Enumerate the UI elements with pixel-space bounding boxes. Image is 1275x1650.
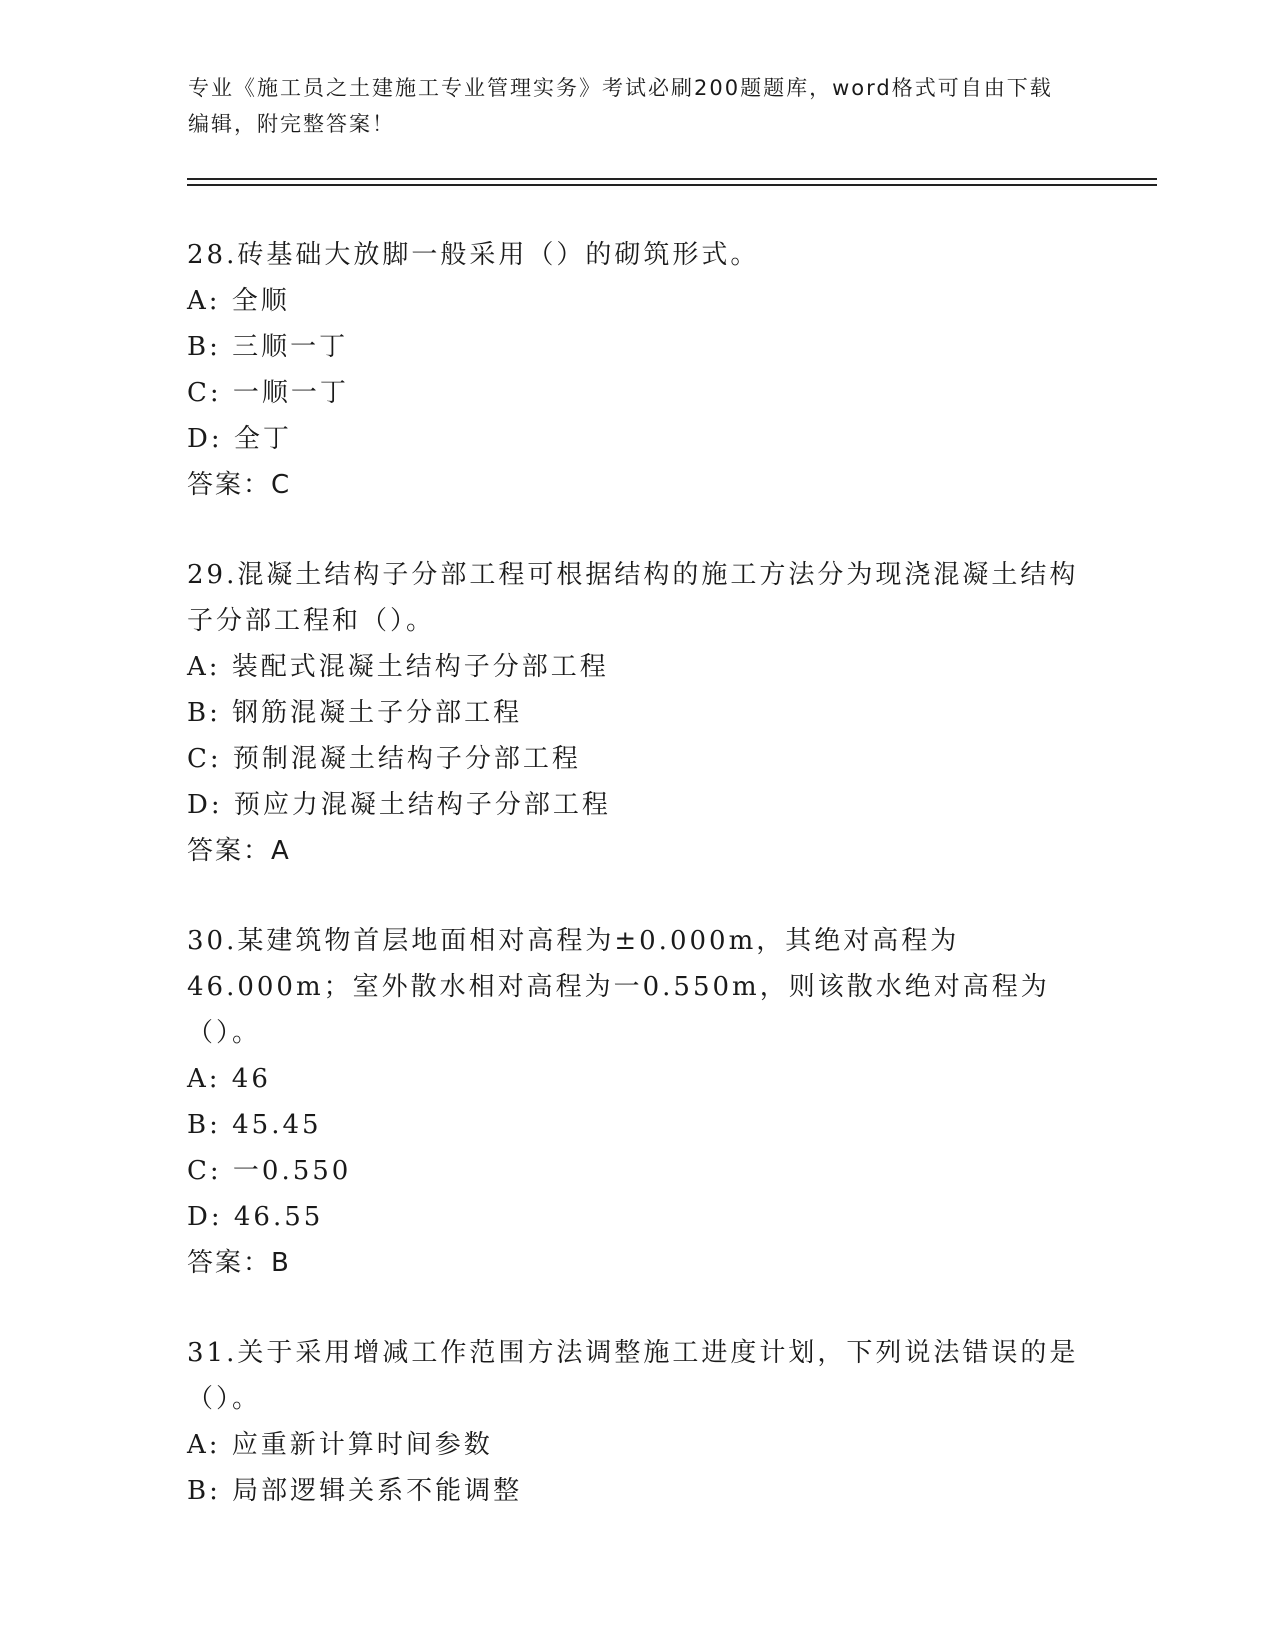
question-stem: 30.某建筑物首层地面相对高程为±0.000m，其绝对高程为46.000m；室外散水相对高程为一0.550m，则该散水绝对高程为（）。 (187, 926, 1050, 1048)
document-header: 专业《施工员之土建施工专业管理实务》考试必刷200题题库，word格式可自由下载编辑，附完整答案！ (188, 76, 1053, 136)
option-d: D: 预应力混凝土结构子分部工程 (187, 790, 611, 820)
option-b: B: 钢筋混凝土子分部工程 (187, 698, 523, 728)
option-b: B: 局部逻辑关系不能调整 (187, 1476, 523, 1506)
answer-text: 答案：C (187, 470, 292, 500)
question-stem: 28.砖基础大放脚一般采用（）的砌筑形式。 (187, 240, 760, 270)
option-b: B: 三顺一丁 (187, 332, 349, 362)
option-c: C: 一0.550 (187, 1156, 352, 1186)
question-28 (187, 232, 1087, 508)
answer-text: 答案：A (187, 836, 291, 866)
question-stem: 31.关于采用增减工作范围方法调整施工进度计划，下列说法错误的是（）。 (187, 1338, 1079, 1414)
option-a: A: 应重新计算时间参数 (187, 1430, 493, 1460)
option-a: A: 装配式混凝土结构子分部工程 (187, 652, 609, 682)
question-list (187, 232, 1087, 1558)
option-d: D: 全丁 (187, 424, 292, 454)
question-30 (187, 918, 1087, 1286)
question-31 (187, 1330, 1087, 1514)
header-divider (187, 178, 1157, 186)
option-b: B: 45.45 (187, 1110, 322, 1140)
question-29 (187, 552, 1087, 874)
option-c: C: 预制混凝土结构子分部工程 (187, 744, 581, 774)
option-a: A: 全顺 (187, 286, 290, 316)
answer-text: 答案：B (187, 1248, 291, 1278)
option-a: A: 46 (187, 1064, 271, 1094)
option-d: D: 46.55 (187, 1202, 324, 1232)
option-c: C: 一顺一丁 (187, 378, 349, 408)
question-stem: 29.混凝土结构子分部工程可根据结构的施工方法分为现浇混凝土结构子分部工程和（）。 (187, 560, 1079, 636)
